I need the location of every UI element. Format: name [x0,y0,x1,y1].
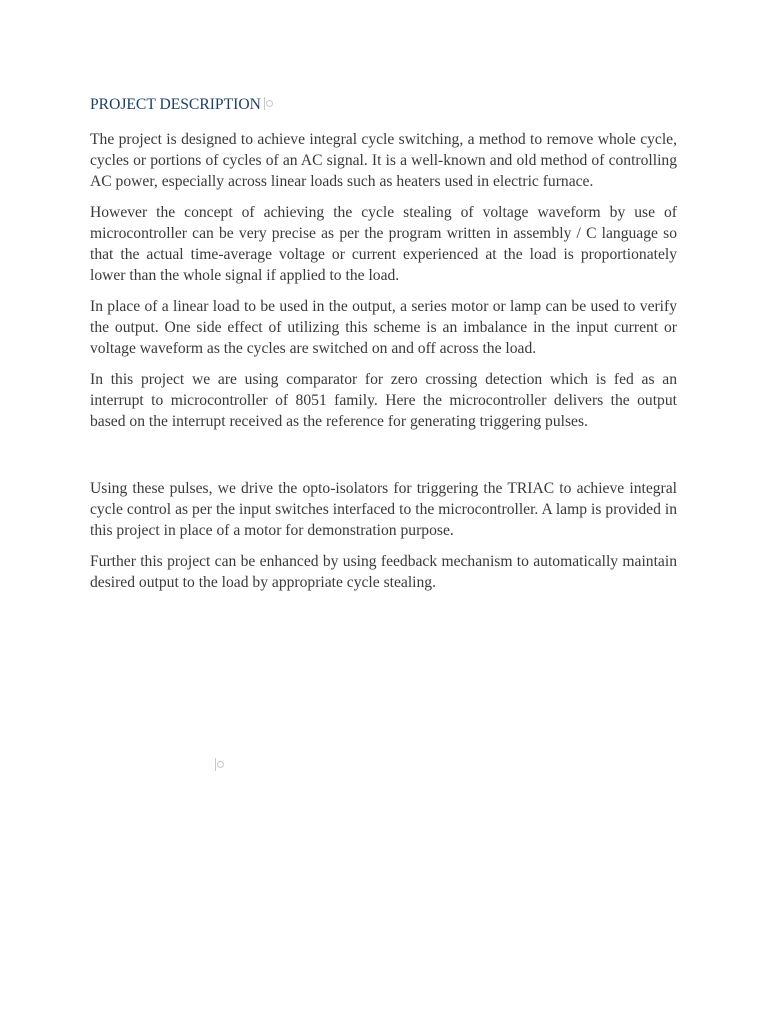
anchor-marker-icon [264,97,273,110]
document-body [90,92,677,603]
paragraph-2: However the concept of achieving the cycle stealing of voltage waveform by use of microcontroller can be very precise as per the program written in assembly / C language so that the actual time-average voltage or current experienced at the load is proportionately lower than the whole signal if applied to the load. [90,204,677,284]
paragraph-3: In place of a linear load to be used in the output, a series motor or lamp can be used to verify the output. One side effect of utilizing this scheme is an imbalance in the input current or voltage waveform as the cycles are switched on and off across the load. [90,298,677,357]
page-title-text: PROJECT DESCRIPTION [90,96,261,113]
paragraph-4: In this project we are using comparator for zero crossing detection which is fed as an interrupt to microcontroller of 8051 family. Here the microcontroller delivers the output based on the interrupt received as the reference for generating triggering pulses. [90,371,677,430]
paragraph-1: The project is designed to achieve integral cycle switching, a method to remove whole cycle, cycles or portions of cycles of an AC signal. It is a well-known and old method of controlling AC power, especially across linear loads such as heaters used in electric furnace. [90,131,677,190]
page-title [90,92,677,118]
paragraph-6: Further this project can be enhanced by using feedback mechanism to automatically maintain desired output to the load by appropriate cycle stealing. [90,553,677,591]
anchor-marker-icon [215,758,224,771]
paragraph-5: Using these pulses, we drive the opto-isolators for triggering the TRIAC to achieve integral cycle control as per the input switches interfaced to the microcontroller. A lamp is provided in this project in place of a motor for demonstration purpose. [90,480,677,539]
